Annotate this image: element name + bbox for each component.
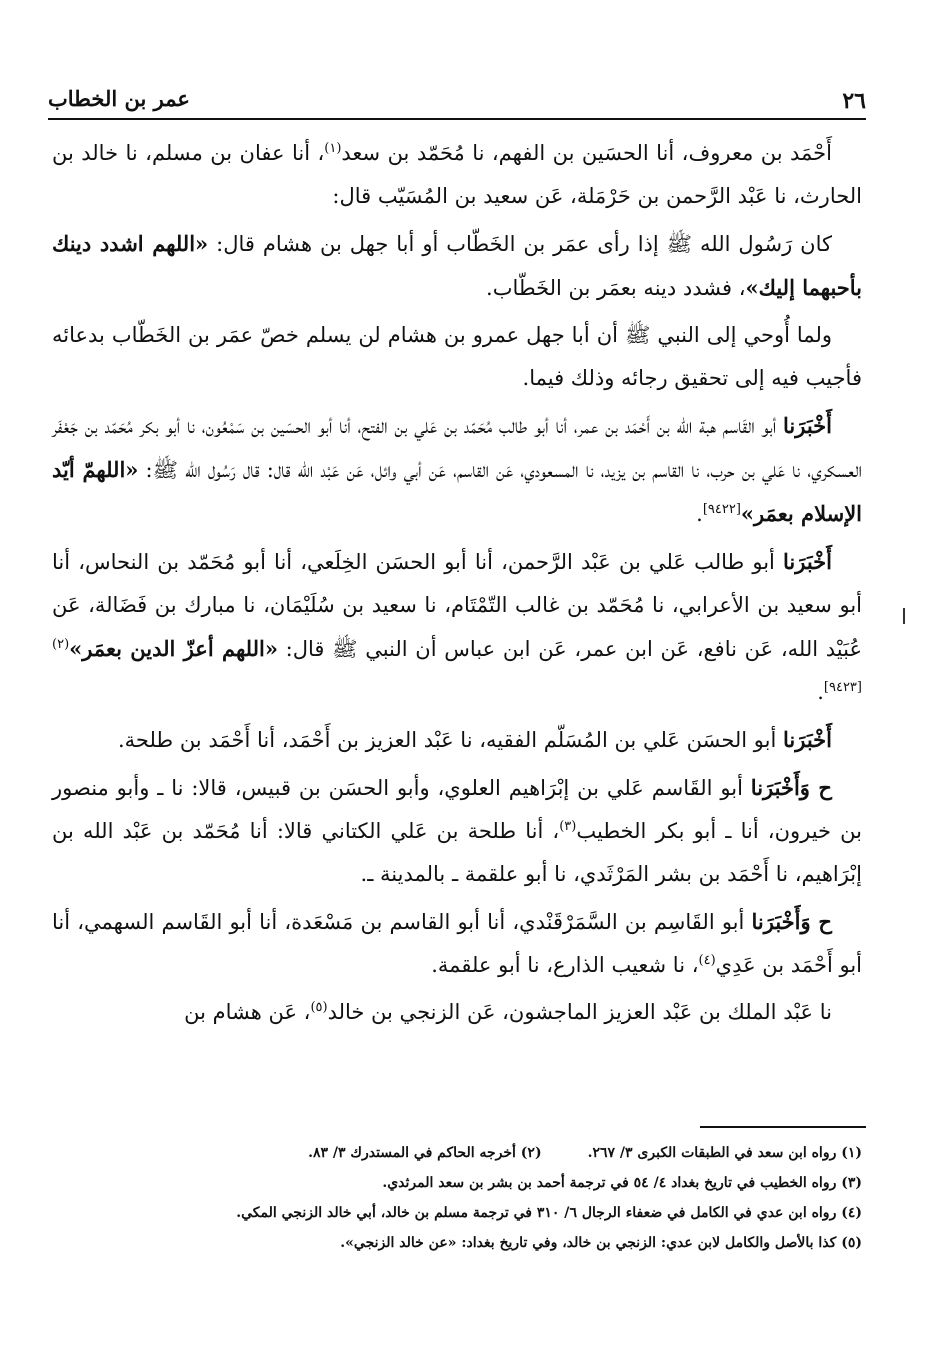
- paragraph-text: ، أنا عفان بن مسلم، نا خالد بن الحارث، نا عَبْد الرَّحمن بن حَرْمَلة، عَن سعيد بن المُسَيّب قال:: [52, 141, 862, 208]
- main-text: [52, 132, 862, 1038]
- paragraph-text: أبو القَاسم هبة الله بن أَحْمَد بن عمر، أنا أبو طالب مُحَمّد بن عَلي بن الفتح، أنا أبو الحسَين بن سَمْعُون، نا أبو بكر مُحَمّد بن جَعْفَر العسكري، نا عَلي بن حرب، نا القاسم بن يزيد، نا المسعودي، عَن القاسم، عَن أبي وائل، عَن عَبْد الله قال: قال رَسُول الله ﷺ:: [52, 414, 862, 482]
- footnote-ref-5: (٥): [310, 1000, 328, 1015]
- paragraph-7: [52, 766, 862, 896]
- paragraph-1: [52, 132, 862, 218]
- paragraph-text: أبو طالب عَلي بن عَبْد الرَّحمن، أنا أبو الحسَن الخِلَعي، أنا أبو مُحَمّد بن النحاس، أنا أبو سعيد بن الأعرابي، نا مُحَمّد بن غالب التّمْتَام، نا سعيد بن سُلَيْمَان، نا مبارك بن فَضَالة، عَن عُبَيْد الله، عَن نافع، عَن ابن عمر، عَن ابن عباس أن النبي ﷺ قال:: [52, 550, 862, 661]
- paragraph-2: [52, 222, 862, 310]
- footnote-line-1: [90, 1138, 862, 1168]
- hadith-number: [٩٤٢٢]: [702, 502, 741, 517]
- footnote-ref-1: (١): [324, 141, 342, 156]
- paragraph-text: ، فشدد دينه بعمَر بن الخَطّاب.: [486, 276, 746, 300]
- footnote-ref-3: (٣): [559, 819, 577, 834]
- isnad-keyword: أَخْبَرَنا: [783, 727, 832, 752]
- paragraph-4: [52, 404, 862, 536]
- paragraph-text: أبو الحسَن عَلي بن المُسَلّم الفقيه، نا عَبْد العزيز بن أَحْمَد، أنا أَحْمَد بن طلحة.: [117, 728, 784, 752]
- paragraph-5: [52, 540, 862, 714]
- paragraph-text: نا عَبْد الملك بن عَبْد العزيز الماجشون، عَن الزنجي بن خالد: [327, 1000, 832, 1024]
- footnote-ref-2: (٢): [52, 637, 70, 652]
- footnote-4: (٤) رواه ابن عدي في الكامل في ضعفاء الرجال ٦/ ٣١٠ في ترجمة مسلم بن خالد، أبي خالد الزنجي المكي.: [236, 1205, 862, 1221]
- paragraph-text: .: [696, 502, 703, 526]
- isnad-keyword: ح وَأَخْبَرَنا: [751, 909, 832, 934]
- paragraph-9: [52, 991, 862, 1034]
- paragraph-text: ولما أُوحي إلى النبي ﷺ أن أبا جهل عمرو بن هشام لن يسلم خصّ عمَر بن الخَطّاب بدعائه فأجيب فيه إلى تحقيق رجائه وذلك فيما.: [52, 323, 862, 390]
- footnote-rule: [700, 1126, 866, 1128]
- isnad-keyword: ح وَأَخْبَرَنا: [750, 775, 832, 800]
- footnote-3: (٣) رواه الخطيب في تاريخ بغداد ٤/ ٥٤ في ترجمة أحمد بن بشر بن سعد المرثدي.: [382, 1175, 862, 1191]
- paragraph-3: [52, 314, 862, 400]
- paragraph-8: [52, 900, 862, 987]
- hadith-quote: «اللهم أعزّ الدين بعمَر»: [69, 636, 278, 661]
- footnote-1: (١) رواه ابن سعد في الطبقات الكبرى ٣/ ٢٦٧.: [587, 1145, 862, 1161]
- paragraph-text: ، نا شعيب الذارع، نا أبو علقمة.: [431, 953, 699, 977]
- margin-mark: [903, 608, 905, 624]
- hadith-quote: «اللهمّ أيّد الإسلام بعمَر»: [52, 457, 862, 526]
- paragraph-text: .: [817, 680, 824, 704]
- paragraph-text: ، عَن هشام بن: [184, 1000, 311, 1024]
- footnote-ref-4: (٤): [698, 953, 716, 968]
- footnote-5: (٥) كذا بالأصل والكامل لابن عدي: الزنجي بن خالد، وفي تاريخ بغداد: «عن خالد الزنجي».: [340, 1235, 862, 1251]
- paragraph-text: ، أنا طلحة بن عَلي الكتاني قالا: أنا مُحَمّد بن عَبْد الله بن إبْرَاهيم، نا أَحْمَد بن بشر المَرْثَدي، نا أبو علقمة ـ بالمدينة ـ.: [52, 819, 862, 886]
- footnotes: [90, 1138, 862, 1258]
- paragraph-text: أَحْمَد بن معروف، أنا الحسَين بن الفهم، نا مُحَمّد بن سعد: [341, 141, 832, 165]
- isnad-keyword: أَخْبَرَنا: [783, 549, 832, 574]
- paragraph-6: [52, 718, 862, 762]
- paragraph-text: أبو القَاسِم بن السَّمَرْقَنْدي، أنا أبو القاسم بن مَسْعَدة، أنا أبو القَاسم السهمي، أنا أبو أَحْمَد بن عَدِي: [52, 910, 862, 977]
- hadith-quote: «اللهم اشدد دينك بأحبهما إليك»: [52, 231, 862, 300]
- hadith-number: [٩٤٢٣]: [823, 680, 862, 695]
- page-header: [48, 80, 866, 118]
- isnad-keyword: أَخْبَرَنا: [783, 413, 832, 438]
- running-title: عمر بن الخطاب: [48, 86, 190, 111]
- footnote-2: (٢) أخرجه الحاكم في المستدرك ٣/ ٨٣.: [308, 1145, 542, 1161]
- page-number: ٢٦: [842, 88, 866, 114]
- paragraph-text: كان رَسُول الله ﷺ إذا رأى عمَر بن الخَطّاب أو أبا جهل بن هشام قال:: [208, 232, 833, 256]
- paragraph-text: أبو القَاسم عَلي بن إبْرَاهيم العلوي، وأبو الحسَن بن قبيس، قالا: نا ـ وأبو منصور بن خيرون، أنا ـ أبو بكر الخطيب: [52, 776, 863, 843]
- header-rule: [48, 118, 866, 120]
